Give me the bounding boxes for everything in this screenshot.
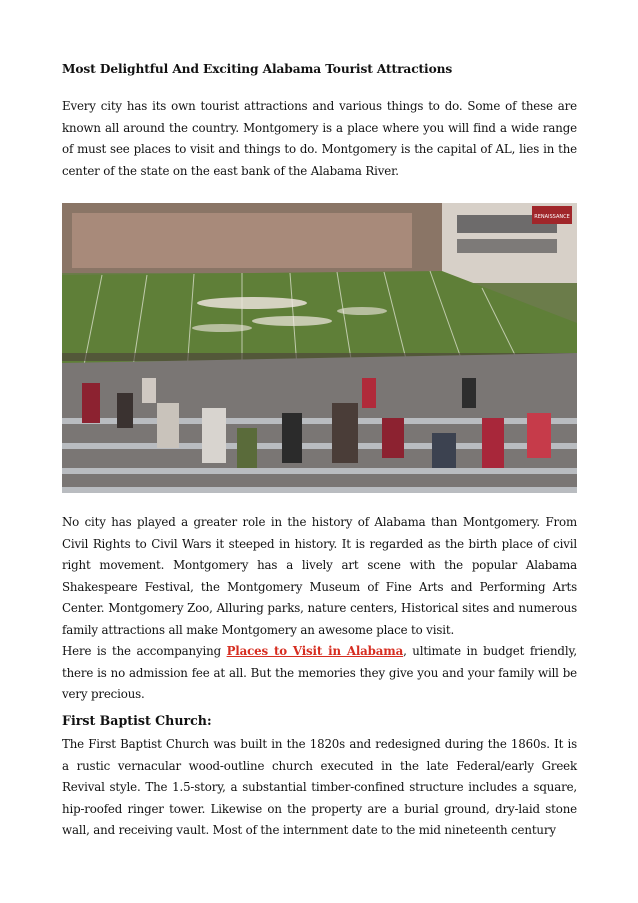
section-heading: First Baptist Church: <box>62 713 212 728</box>
stadium-sign-text: RENAISSANCE <box>534 214 570 220</box>
stadium-illustration <box>62 203 577 493</box>
far-crowd <box>72 213 412 268</box>
places-to-visit-link[interactable]: Places to Visit in Alabama <box>226 644 404 658</box>
page-title: Most Delightful And Exciting Alabama Tourist Attractions <box>62 62 453 76</box>
intro-paragraph: Every city has its own tourist attractions and various things to do. Some of these are known all around the country. Montgomery is a place where you will find a wide range of must see places to visit and things to do. Montgomery is the capital of AL, lies in the center of the state on the east bank of the Alabama River. <box>62 99 577 178</box>
section-paragraph: The First Baptist Church was built in the 1820s and redesigned during the 1860s. It is a rustic vernacular wood-outline church executed in the late Federal/early Greek Revival style. The 1.5-story, a substantial timber-confined structure includes a square, hip-roofed ringer tower. Likewise on the property are a burial ground, dry-laid stone wall, and receiving vault. Most of the internment date to the mid nineteenth century <box>62 737 577 837</box>
history-section <box>62 512 577 706</box>
stadium-photo <box>62 203 577 493</box>
accompany-text-after: , ultimate in budget friendly, there is no admission fee at all. But the memories they give you and your family will be very precious. <box>62 644 578 701</box>
history-paragraph: No city has played a greater role in the history of Alabama than Montgomery. From Civil Rights to Civil Wars it steeped in history. It is regarded as the birth place of civil right movement. Montgomery has a lively art scene with the popular Alabama Shakespeare Festival, the Montgomery Museum of Fine Arts and Performing Arts Center. Montgomery Zoo, Alluring parks, nature centers, Historical sites and numerous family attractions all make Montgomery an awesome place to visit. <box>62 515 577 637</box>
accompany-text-before: Here is the accompanying <box>62 644 227 658</box>
